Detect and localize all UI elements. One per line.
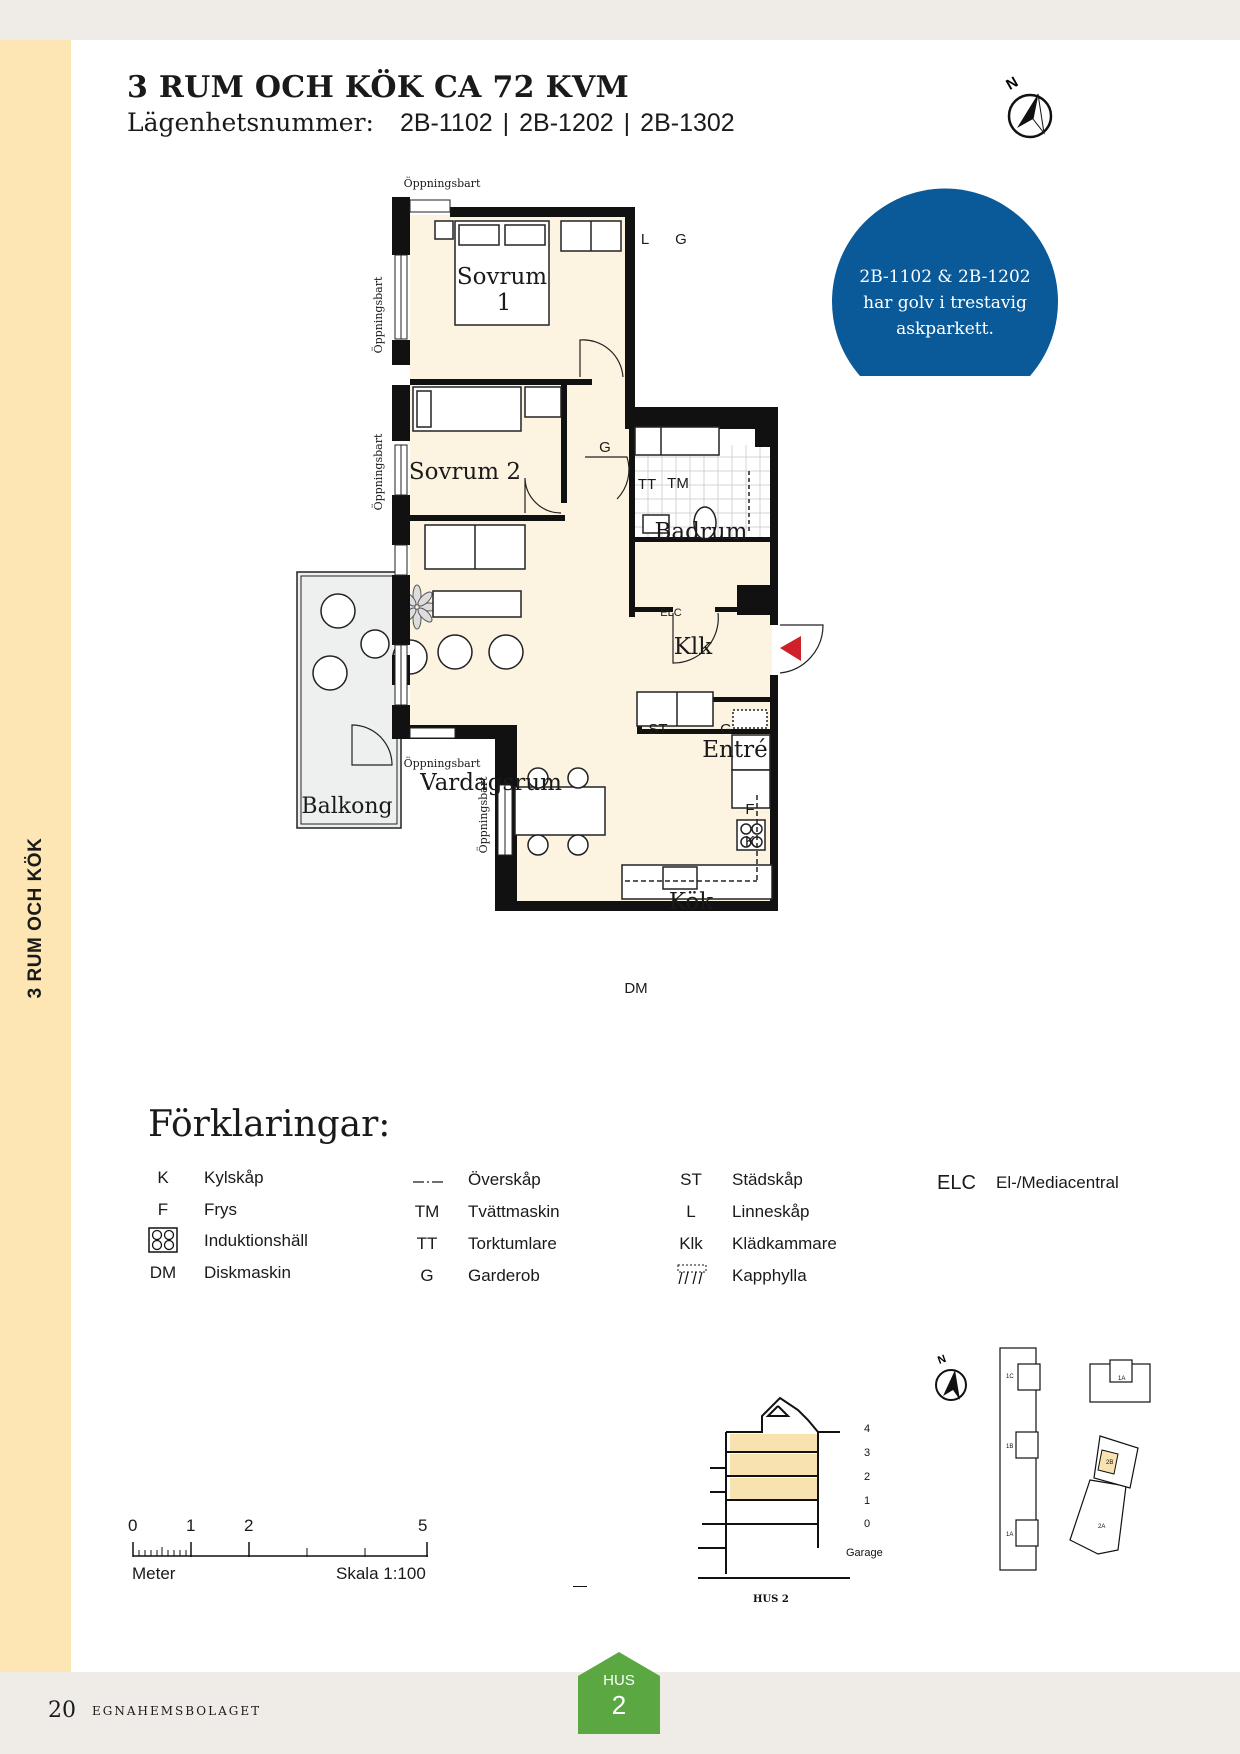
- house-label: HUS 2: [753, 1594, 789, 1605]
- entry-arrow-icon: [780, 636, 801, 661]
- apartment-label: Lägenhetsnummer:: [127, 108, 374, 137]
- room-label-balkong: Balkong: [301, 794, 393, 819]
- separator: |: [623, 109, 631, 137]
- room-label-entre: Entré: [702, 737, 768, 763]
- apartment-numbers-line: [127, 108, 735, 138]
- building-section-diagram: [690, 1388, 890, 1610]
- legend-code-dm: DM: [149, 1263, 177, 1282]
- floor-number: 3: [864, 1447, 871, 1459]
- side-strip: [0, 40, 71, 1672]
- scale-tick-label: 0: [128, 1516, 138, 1535]
- legend-title: Förklaringar:: [148, 1104, 391, 1145]
- legend-code-tm: TM: [414, 1202, 440, 1221]
- building-tag: 2B: [1106, 1460, 1114, 1466]
- opening-label: Öppningsbart: [372, 433, 385, 511]
- floor-number: 2: [864, 1471, 871, 1483]
- room-label-klk: Klk: [673, 634, 713, 660]
- page-number: 20: [48, 1698, 76, 1723]
- legend-label: Kapphylla: [732, 1266, 807, 1285]
- room-label-sovrum1: Sovrum: [456, 264, 548, 290]
- tag-l: L: [640, 231, 650, 248]
- scale-ruler: [132, 1542, 432, 1558]
- legend-code-k: K: [157, 1168, 169, 1187]
- tag-g: G: [599, 439, 611, 456]
- legend-label: El-/Mediacentral: [996, 1173, 1119, 1192]
- scale-tick-label: 1: [186, 1516, 196, 1535]
- legend-label: Diskmaskin: [204, 1263, 291, 1282]
- legend-label: Överskåp: [468, 1170, 541, 1189]
- opening-label: Öppningsbart: [372, 276, 385, 354]
- legend-label: Torktumlare: [468, 1234, 557, 1253]
- hus-number: 2: [611, 1690, 627, 1720]
- apartment-number: 2B-1202: [519, 109, 614, 137]
- room-label-kok: Kök: [668, 889, 714, 915]
- top-margin-band: [0, 0, 1240, 40]
- tag-dm: DM: [624, 980, 648, 997]
- building-tag: 2A: [1098, 1524, 1106, 1530]
- scale-tick-label: 2: [244, 1516, 254, 1535]
- house-badge: [578, 1652, 660, 1734]
- room-label-sovrum1-number: 1: [496, 290, 512, 316]
- kapphylla-icon: [676, 1263, 708, 1285]
- legend-code-tt: TT: [416, 1234, 438, 1253]
- scale-unit: Meter: [132, 1564, 176, 1583]
- induction-icon: [148, 1227, 178, 1253]
- legend-label: Tvättmaskin: [468, 1202, 560, 1221]
- page-title: 3 RUM OCH KÖK CA 72 KVM: [127, 70, 630, 105]
- brand-name: EGNAHEMSBOLAGET: [92, 1704, 262, 1718]
- legend-label: Kylskåp: [204, 1168, 264, 1187]
- north-compass-icon: [1004, 72, 1068, 142]
- legend-code-f: F: [157, 1200, 169, 1219]
- apartment-number: 2B-1302: [640, 109, 735, 137]
- legend-label: Induktionshäll: [204, 1231, 308, 1250]
- opening-label: Öppningsbart: [403, 757, 481, 770]
- room-label-sovrum2: Sovrum 2: [408, 459, 522, 485]
- tag-tt: TT: [637, 476, 657, 493]
- legend-label: Städskåp: [732, 1170, 803, 1189]
- north-compass-small-icon: [936, 1353, 966, 1400]
- north-letter: N: [936, 1353, 948, 1368]
- divider-mark: [573, 1586, 587, 1587]
- opening-label: Öppningsbart: [477, 776, 490, 854]
- tag-k: K: [744, 833, 756, 850]
- legend-code-g: G: [420, 1266, 434, 1285]
- room-label-vardagsrum: Vardagsrum: [420, 770, 562, 796]
- building-tag: 1A: [1118, 1376, 1126, 1382]
- building-tag: 1C: [1006, 1374, 1014, 1380]
- tag-f: F: [745, 801, 755, 818]
- site-plan-diagram: [930, 1340, 1170, 1570]
- legend-code-st: ST: [680, 1170, 702, 1189]
- floor-number: 0: [864, 1518, 871, 1530]
- floor-number: 4: [864, 1423, 871, 1435]
- apartment-number: 2B-1102: [399, 109, 493, 137]
- building-tag: 1A: [1006, 1532, 1014, 1538]
- legend-code-klk: Klk: [679, 1234, 703, 1253]
- overskap-symbol-icon: [412, 1176, 444, 1186]
- floor-info-badge: [832, 194, 1058, 378]
- legend-label: Garderob: [468, 1266, 540, 1285]
- legend-code-elc: ELC: [937, 1172, 976, 1194]
- building-tag: 1B: [1006, 1444, 1014, 1450]
- legend-label: Frys: [204, 1200, 238, 1219]
- tag-g: G: [675, 231, 687, 248]
- floor-number: 1: [864, 1495, 871, 1507]
- legend-label: Klädkammare: [732, 1234, 837, 1253]
- legend-code-l: L: [686, 1202, 696, 1221]
- badge-line: 2B-1102 & 2B-1202: [859, 267, 1031, 287]
- hus-label: HUS: [603, 1672, 635, 1689]
- scale-ratio: Skala 1:100: [336, 1564, 426, 1583]
- north-letter: N: [1003, 73, 1022, 94]
- garage-label: Garage: [846, 1547, 883, 1559]
- tag-elc: ELC: [660, 607, 682, 619]
- scale-tick-label: 5: [418, 1516, 428, 1535]
- badge-line: har golv i trestavig: [863, 293, 1027, 313]
- opening-label: Öppningsbart: [403, 177, 481, 190]
- legend-label: Linneskåp: [732, 1202, 810, 1221]
- scale-bar: [128, 1516, 448, 1586]
- room-label-badrum: Badrum: [654, 519, 748, 545]
- tag-st: ST: [648, 721, 668, 738]
- separator: |: [502, 109, 510, 137]
- badge-line: askparkett.: [896, 319, 994, 339]
- tag-tm: TM: [667, 475, 689, 492]
- side-label: 3 RUM OCH KÖK: [25, 837, 46, 999]
- tag-g: G: [720, 721, 732, 738]
